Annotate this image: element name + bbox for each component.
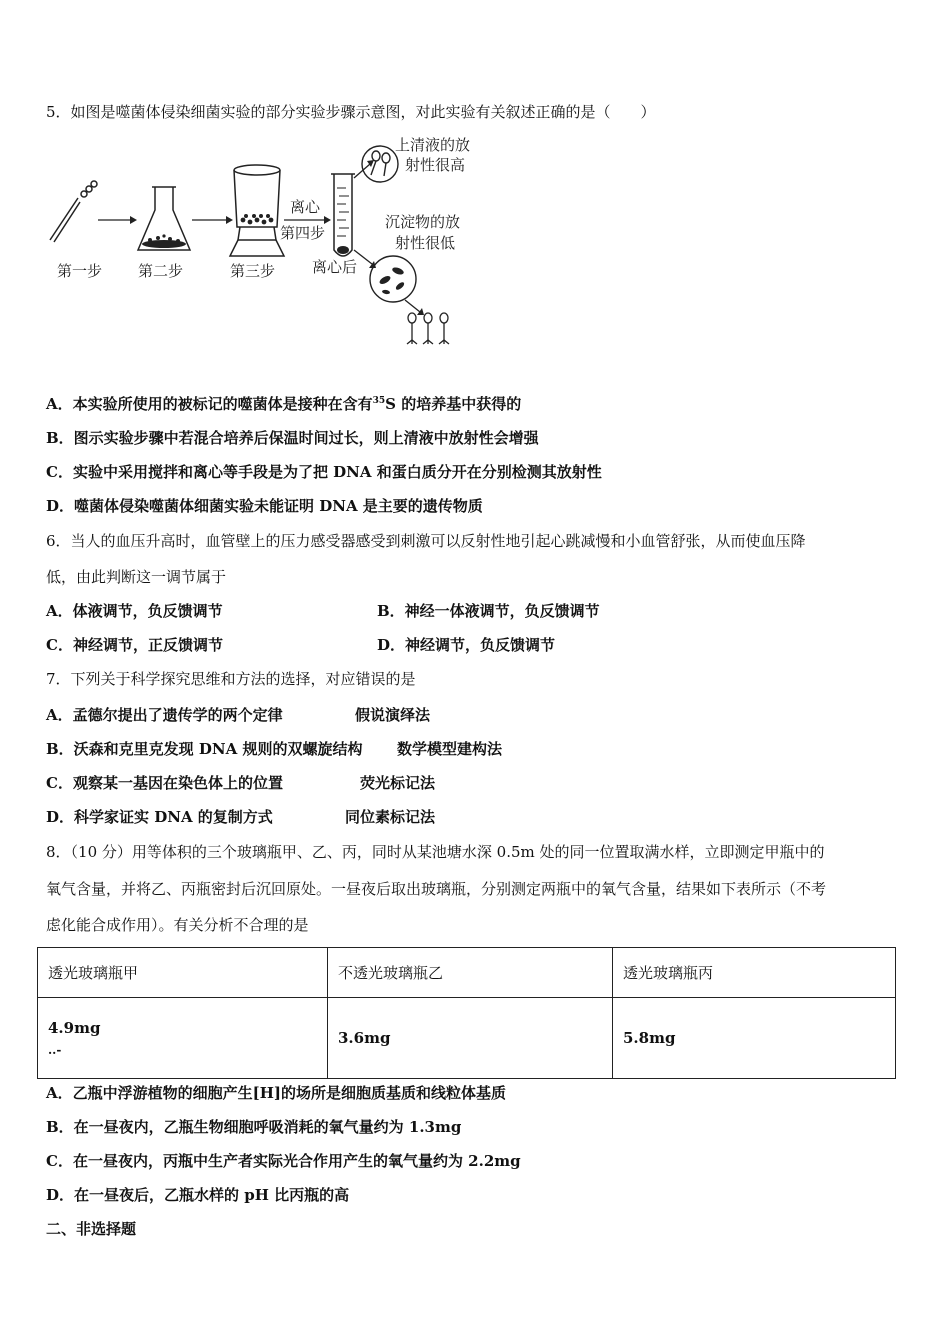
table-header-cell: 透光玻璃瓶甲 xyxy=(38,948,328,998)
table-header-cell: 不透光玻璃瓶乙 xyxy=(328,948,613,998)
fig-label-after: 离心后 xyxy=(312,258,358,276)
q8-option-d: D．在一昼夜后，乙瓶水样的 pH 比丙瓶的高 xyxy=(46,1186,350,1204)
table-cell: 5.8mg xyxy=(613,998,896,1079)
q8-option-a: A．乙瓶中浮游植物的细胞产生[H]的场所是细胞质基质和线粒体基质 xyxy=(46,1084,507,1102)
q7-option-b: B．沃森和克里克发现 DNA 规则的双螺旋结构 xyxy=(46,740,363,758)
q7-stem: 7．下列关于科学探究思维和方法的选择，对应错误的是 xyxy=(46,670,416,688)
q7-option-b-method: 数学模型建构法 xyxy=(397,740,503,758)
table-cell: 3.6mg xyxy=(328,998,613,1079)
fig-label-centrifuge: 离心 xyxy=(290,198,321,216)
q8-stem-line2: 氧气含量，并将乙、丙瓶密封后沉回原处。一昼夜后取出玻璃瓶，分别测定两瓶中的氧气含量，结果如下表所示（不考 xyxy=(46,880,827,898)
progeny-phage-icon xyxy=(407,313,449,344)
fig-label-supernatant-2: 射性很高 xyxy=(405,156,466,174)
q7-option-c-method: 荧光标记法 xyxy=(360,774,436,792)
q8-stem-line3: 虑化能合成作用）。有关分析不合理的是 xyxy=(46,916,309,934)
sediment-circle-icon xyxy=(370,256,416,302)
fig-label-step4: 第四步 xyxy=(280,224,326,242)
supernatant-circle-icon xyxy=(362,146,398,182)
table-header-cell: 透光玻璃瓶丙 xyxy=(613,948,896,998)
table-cell: 4.9mg ..- xyxy=(38,998,328,1079)
blender-icon xyxy=(230,165,284,256)
table-row xyxy=(38,998,896,1079)
fig-label-sediment-2: 射性很低 xyxy=(395,234,456,252)
table-header-row xyxy=(38,948,896,998)
q7-option-a-method: 假说演绎法 xyxy=(355,706,431,724)
q7-option-d-method: 同位素标记法 xyxy=(345,808,436,826)
table-mark: ..- xyxy=(48,1043,62,1057)
q5-option-a: A．本实验所使用的被标记的噬菌体是接种在含有$^{35}$S 的培养基中获得的 xyxy=(46,395,522,413)
q8-option-c: C．在一昼夜内，丙瓶中生产者实际光合作用产生的氧气量约为 2.2mg xyxy=(46,1152,521,1170)
phage-experiment-figure xyxy=(40,132,500,354)
q5-option-c: C．实验中采用搅拌和离心等手段是为了把 DNA 和蛋白质分开在分别检测其放射性 xyxy=(46,463,602,481)
q6-option-b: B．神经一体液调节，负反馈调节 xyxy=(377,602,600,620)
fig-label-step3: 第三步 xyxy=(230,262,276,280)
oxygen-table xyxy=(37,947,896,1079)
q5-option-b: B．图示实验步骤中若混合培养后保温时间过长，则上清液中放射性会增强 xyxy=(46,429,539,447)
fig-label-sediment-1: 沉淀物的放 xyxy=(385,213,461,231)
fig-label-step1: 第一步 xyxy=(57,262,103,280)
fig-label-step2: 第二步 xyxy=(138,262,184,280)
section-heading: 二、非选择题 xyxy=(46,1220,137,1238)
q7-option-c: C．观察某一基因在染色体上的位置 xyxy=(46,774,283,792)
q7-option-d: D．科学家证实 DNA 的复制方式 xyxy=(46,808,273,826)
phage-stick-icon xyxy=(50,181,97,242)
q5-option-d: D．噬菌体侵染噬菌体细菌实验未能证明 DNA 是主要的遗传物质 xyxy=(46,497,483,515)
q7-option-a: A．孟德尔提出了遗传学的两个定律 xyxy=(46,706,283,724)
q6-option-d: D．神经调节，负反馈调节 xyxy=(377,636,556,654)
q8-stem-line1: 8．（10 分）用等体积的三个玻璃瓶甲、乙、丙，同时从某池塘水深 0.5m 处的同一位置取满水样，立即测定甲瓶中的 xyxy=(46,843,825,861)
q6-stem-line2: 低，由此判断这一调节属于 xyxy=(46,568,227,586)
q6-option-a: A．体液调节，负反馈调节 xyxy=(46,602,223,620)
q6-stem-line1: 6．当人的血压升高时，血管壁上的压力感受器感受到刺激可以反射性地引起心跳减慢和小血管舒张，从而使血压降 xyxy=(46,532,806,550)
q8-option-b: B．在一昼夜内，乙瓶生物细胞呼吸消耗的氧气量约为 1.3mg xyxy=(46,1118,462,1136)
q6-option-c: C．神经调节，正反馈调节 xyxy=(46,636,223,654)
test-tube-icon xyxy=(331,174,355,256)
fig-label-supernatant-1: 上清液的放 xyxy=(395,136,471,154)
q5-stem: 5．如图是噬菌体侵染细菌实验的部分实验步骤示意图，对此实验有关叙述正确的是（ ） xyxy=(46,103,656,121)
